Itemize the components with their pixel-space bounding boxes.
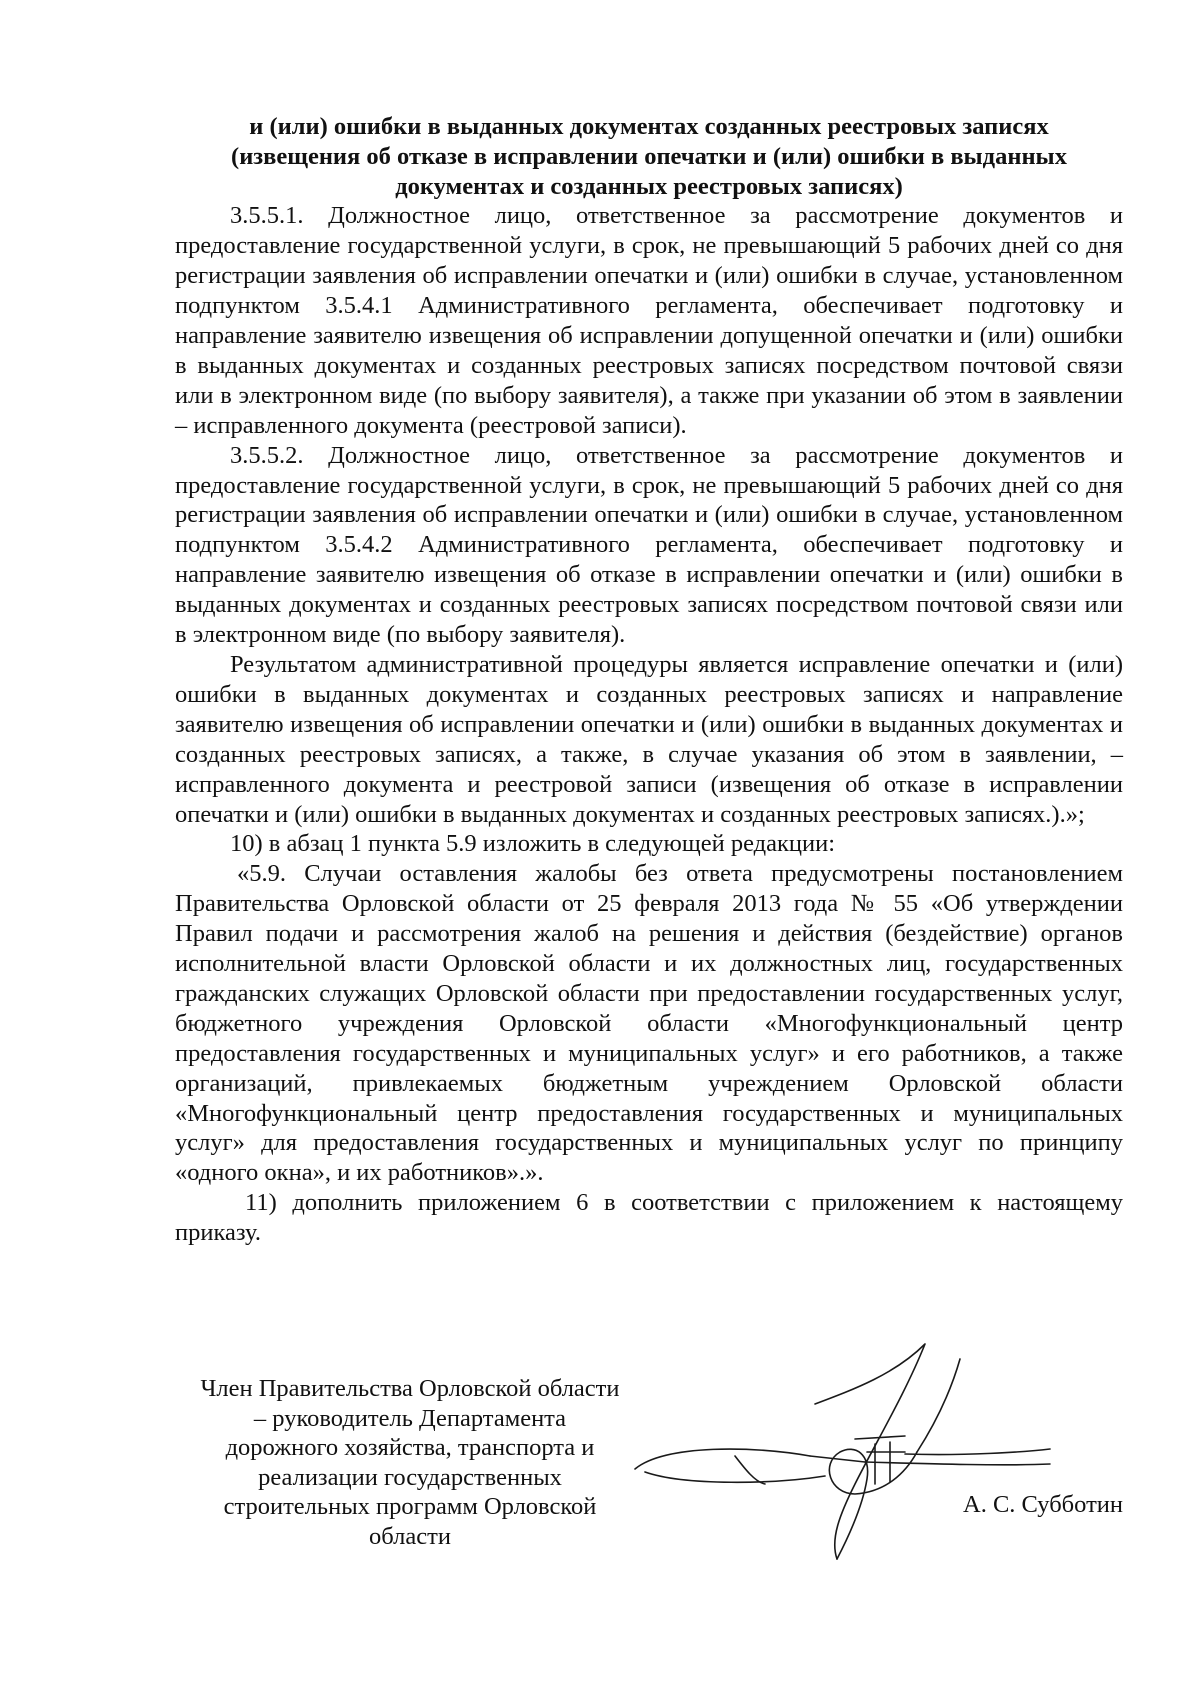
- heading-line-1: и (или) ошибки в выданных документах созданных реестровых записях: [249, 113, 1049, 140]
- paragraph-3-5-5-2: 3.5.5.2. Должностное лицо, ответственное за рассмотрение документов и предоставление государственной услуги, в срок, не превышающий 5 рабочих дней со дня регистрации заявления об исправлении опечатки и (или) ошибки в случае, установленном подпунктом 3.5.4.2 Административного регламента, обеспечивает подготовку и направление заявителю извещения об отказе в исправлении опечатки и (или) ошибки в выданных документах и созданных реестровых записях посредством почтовой связи или в электронном виде (по выбору заявителя).: [175, 441, 1123, 649]
- heading-line-2: (извещения об отказе в исправлении опечатки и (или) ошибки в выданных: [231, 142, 1067, 170]
- paragraph-5-9: «5.9. Случаи оставления жалобы без ответа предусмотрены постановлением Правительства Орловской области от 25 февраля 2013 года № 55 «Об утверждении Правил подачи и рассмотрения жалоб на решения и действия (бездействие) органов исполнительной власти Орловской области и их должностных лиц, государственных гражданских служащих Орловской области при предоставлении государственных услуг, бюджетного учреждения Орловской области «Многофункциональный центр предоставления государственных и муниципальных услуг» и его работников, а также организаций, привлекаемых бюджетным учреждением Орловской области «Многофункциональный центр предоставления государственных и муниципальных услуг» для предоставления государственных и муниципальных услуг по принципу «одного окна», и их работников».».: [175, 860, 1123, 1187]
- document-body: [175, 112, 1123, 1248]
- position-line-6: области: [369, 1522, 451, 1550]
- paragraph-3-5-5-1: 3.5.5.1. Должностное лицо, ответственное за рассмотрение документов и предоставление государственной услуги, в срок, не превышающий 5 рабочих дней со дня регистрации заявления об исправлении опечатки и (или) ошибки в случае, установленном подпунктом 3.5.4.1 Административного регламента, обеспечивает подготовку и направление заявителю извещения об исправлении допущенной опечатки и (или) ошибки в выданных документах и созданных реестровых записях посредством почтовой связи или в электронном виде (по выбору заявителя), а также при указании об этом в заявлении – исправленного документа (реестровой записи).: [175, 202, 1123, 439]
- paragraph-result: Результатом административной процедуры является исправление опечатки и (или) ошибки в выданных документах и созданных реестровых записях и направление заявителю извещения об исправлении опечатки и (или) ошибки в выданных документах и созданных реестровых записях, а также, в случае указания об этом в заявлении, – исправленного документа и реестровой записи (извещения об отказе в исправлении опечатки и (или) ошибки в выданных документах и созданных реестровых записях.).»;: [175, 650, 1123, 828]
- signatory-name: А. С. Субботин: [963, 1491, 1123, 1518]
- signatory-position: [175, 1374, 645, 1551]
- position-line-5: строительных программ Орловской: [223, 1493, 597, 1520]
- signature-block: [175, 1374, 1123, 1574]
- position-line-3: дорожного хозяйства, транспорта и: [225, 1434, 595, 1461]
- handwritten-signature: [605, 1334, 1105, 1584]
- position-line-2: – руководитель Департамента: [253, 1404, 567, 1432]
- paragraph-item-11: 11) дополнить приложением 6 в соответствии с приложением к настоящему приказу.: [175, 1189, 1123, 1247]
- section-heading: [175, 112, 1123, 201]
- position-line-1: Член Правительства Орловской области: [200, 1375, 620, 1402]
- paragraph-item-10: 10) в абзац 1 пункта 5.9 изложить в следующей редакции:: [230, 830, 836, 858]
- position-line-4: реализации государственных: [258, 1463, 562, 1491]
- heading-line-3: документах и созданных реестровых записях): [395, 172, 903, 200]
